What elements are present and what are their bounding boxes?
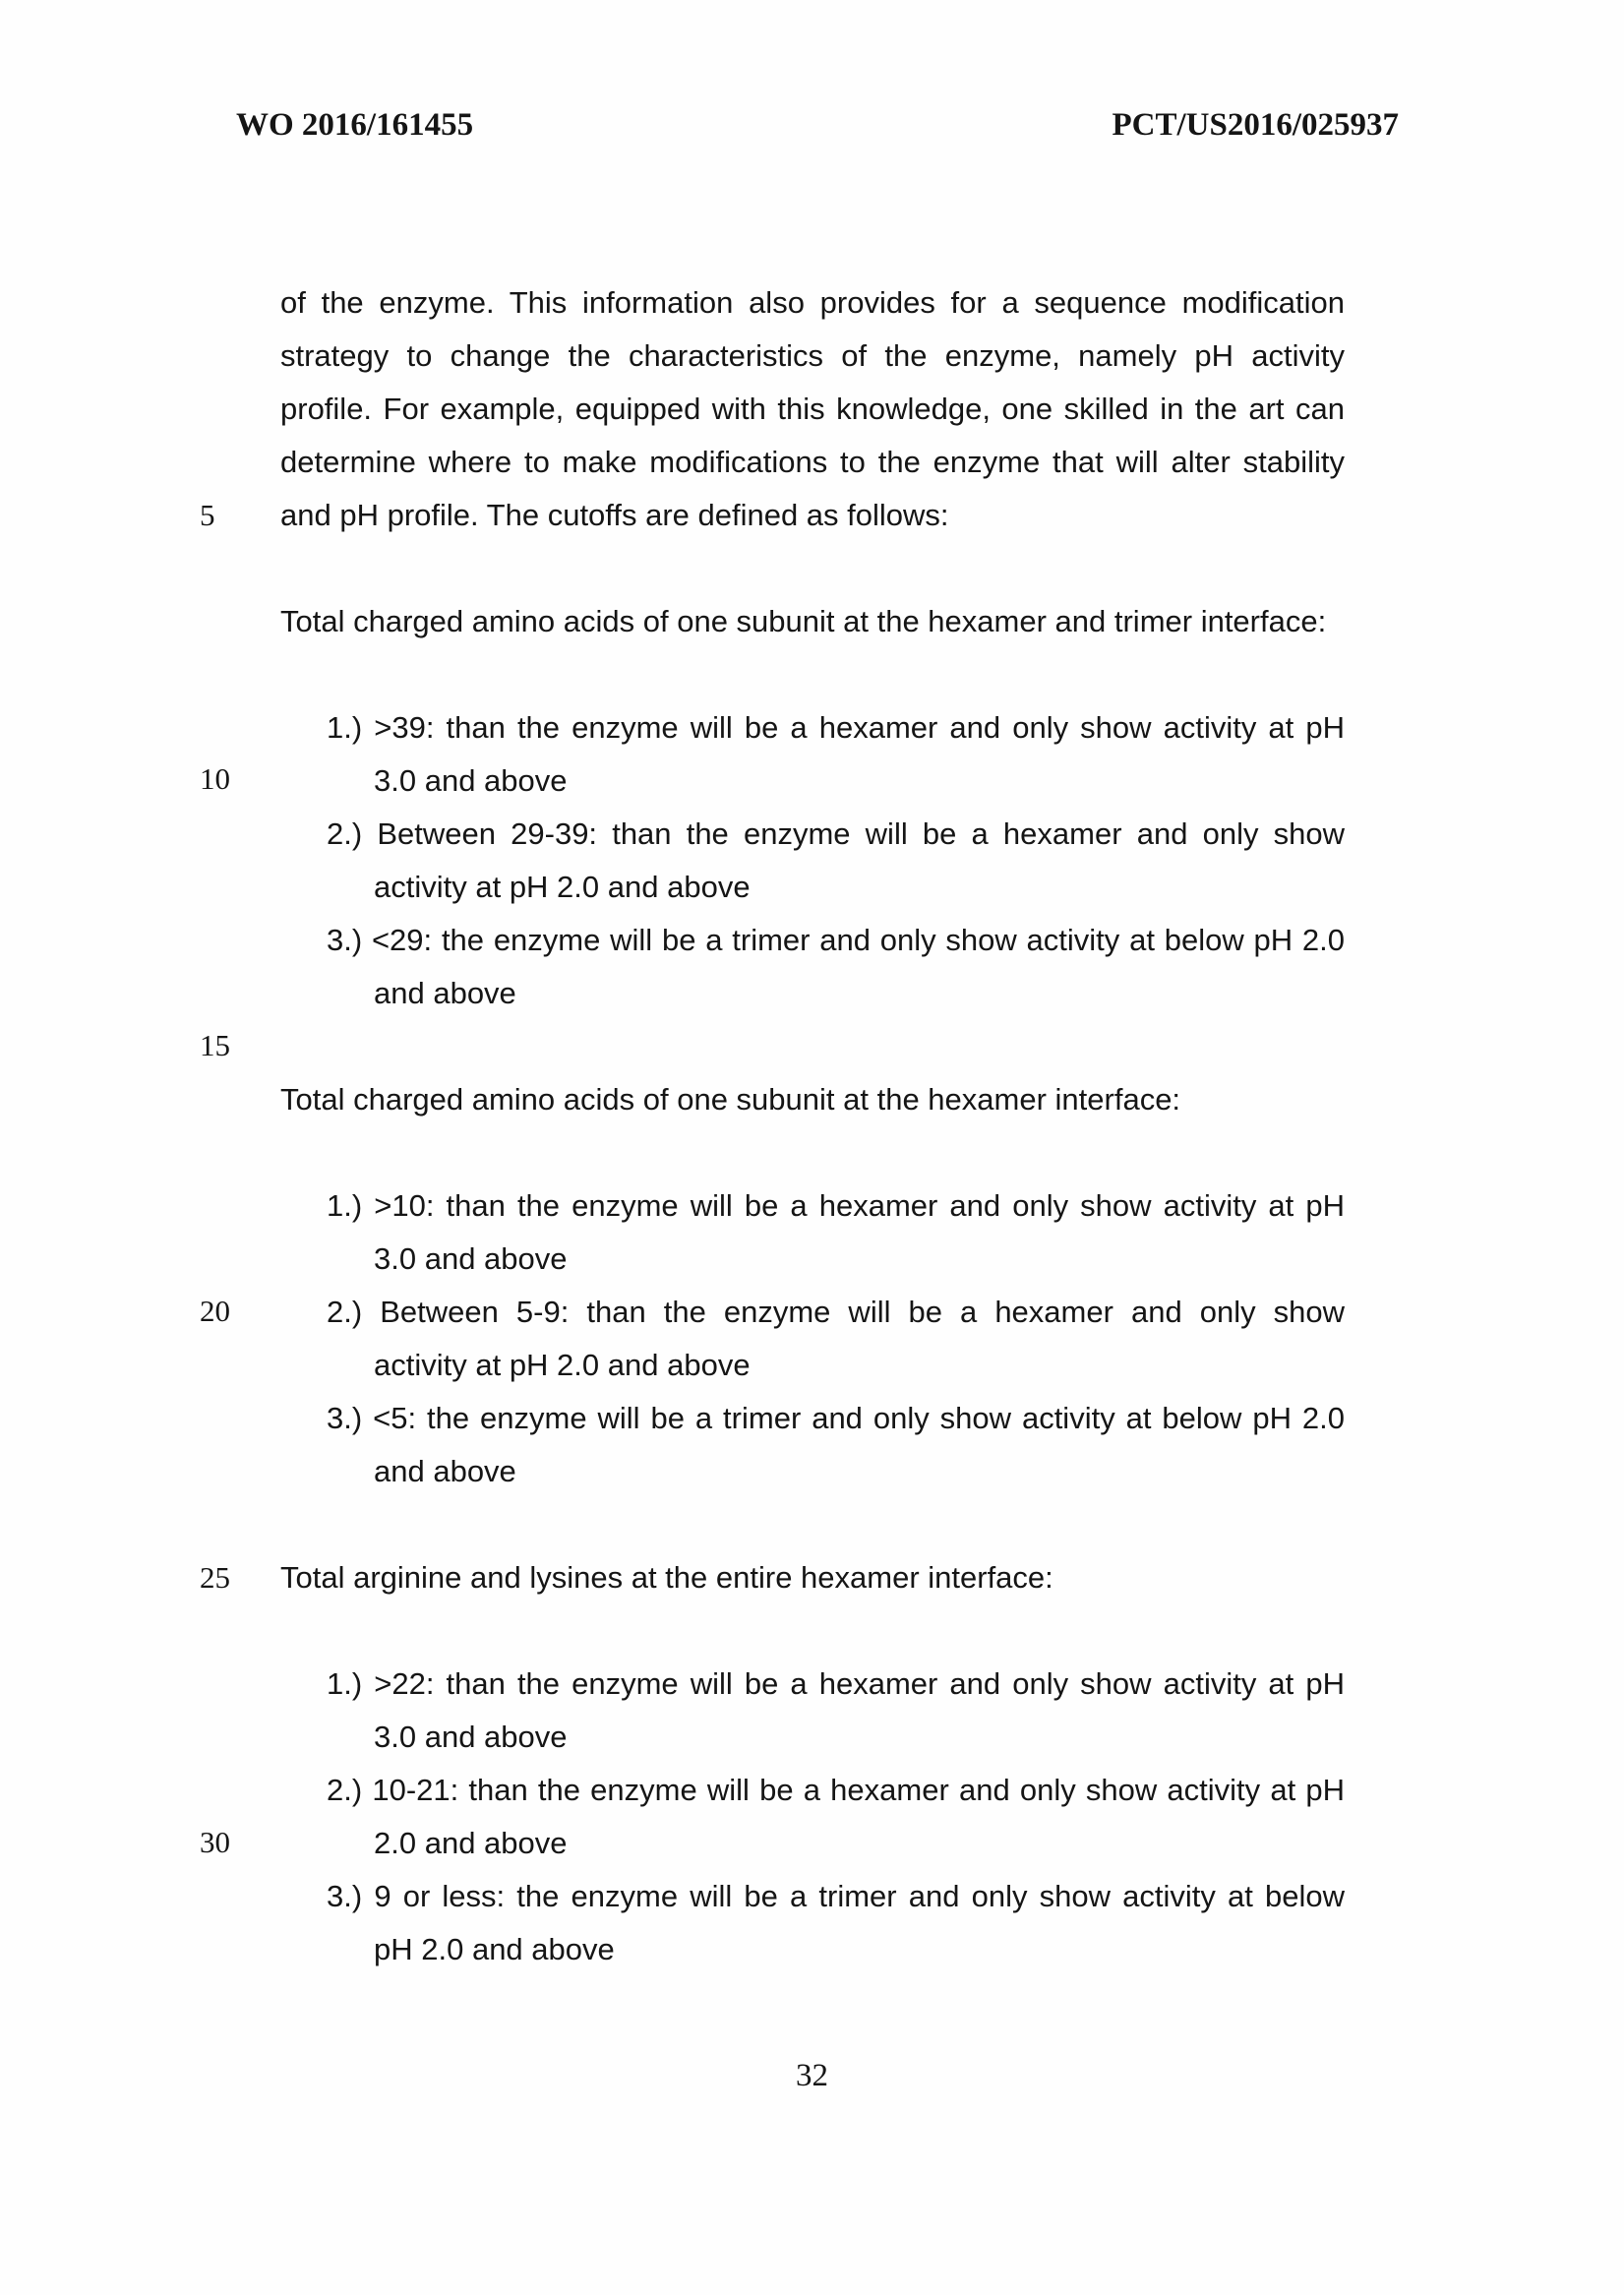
list-item-line: 3.) <29: the enzyme will be a trimer and only show activity at below pH 2.0 [327,923,1345,957]
list-item-line: 2.) Between 5-9: than the enzyme will be a hexamer and only show [327,1295,1345,1329]
margin-line-number-25: 25 [200,1560,230,1595]
application-number: PCT/US2016/025937 [1112,107,1399,143]
list-item-line: activity at pH 2.0 and above [374,870,751,904]
section-heading-hexamer-interface: Total charged amino acids of one subunit at the hexamer interface: [280,1082,1181,1117]
section-heading-arginine-lysines: Total arginine and lysines at the entire hexamer interface: [280,1560,1053,1595]
paragraph-line: determine where to make modifications to the enzyme that will alter stability [280,445,1345,479]
list-item-line: 3.) 9 or less: the enzyme will be a trimer and only show activity at below [327,1879,1345,1913]
list-item-line: and above [374,1454,516,1488]
list-item-line: 2.) 10-21: than the enzyme will be a hexamer and only show activity at pH [327,1773,1345,1807]
list-item-line: activity at pH 2.0 and above [374,1348,751,1382]
paragraph-line: and pH profile. The cutoffs are defined as follows: [280,498,949,532]
list-item-line: 1.) >39: than the enzyme will be a hexamer and only show activity at pH [327,710,1345,745]
cutoff-list-hexamer [280,1179,1345,1498]
paragraph-line: strategy to change the characteristics of the enzyme, namely pH activity [280,338,1345,373]
list-item-line: 1.) >22: than the enzyme will be a hexamer and only show activity at pH [327,1666,1345,1701]
section-heading-hexamer-trimer-interface: Total charged amino acids of one subunit at the hexamer and trimer interface: [280,604,1327,638]
page-number: 32 [796,2058,828,2093]
list-item-line: and above [374,976,516,1010]
list-item-line: 3.0 and above [374,763,568,798]
margin-line-number-5: 5 [200,498,215,532]
list-item-line: 3.0 and above [374,1241,568,1276]
margin-line-number-20: 20 [200,1294,230,1328]
list-item-line: 3.) <5: the enzyme will be a trimer and only show activity at below pH 2.0 [327,1401,1345,1435]
margin-line-number-30: 30 [200,1825,230,1859]
paragraph-line: profile. For example, equipped with this knowledge, one skilled in the art can [280,392,1345,426]
paragraph-line: of the enzyme. This information also provides for a sequence modification [280,285,1345,320]
list-item-line: 3.0 and above [374,1720,568,1754]
publication-number: WO 2016/161455 [236,107,474,143]
margin-line-number-10: 10 [200,761,230,796]
margin-line-number-15: 15 [200,1028,230,1062]
list-item-line: 1.) >10: than the enzyme will be a hexamer and only show activity at pH [327,1188,1345,1223]
list-item-line: 2.) Between 29-39: than the enzyme will be a hexamer and only show [327,816,1345,851]
cutoff-list-arginine-lysines [280,1658,1345,1976]
intro-paragraph [280,276,1345,542]
list-item-line: pH 2.0 and above [374,1932,615,1966]
cutoff-list-hexamer-trimer [280,701,1345,1020]
list-item-line: 2.0 and above [374,1826,568,1860]
